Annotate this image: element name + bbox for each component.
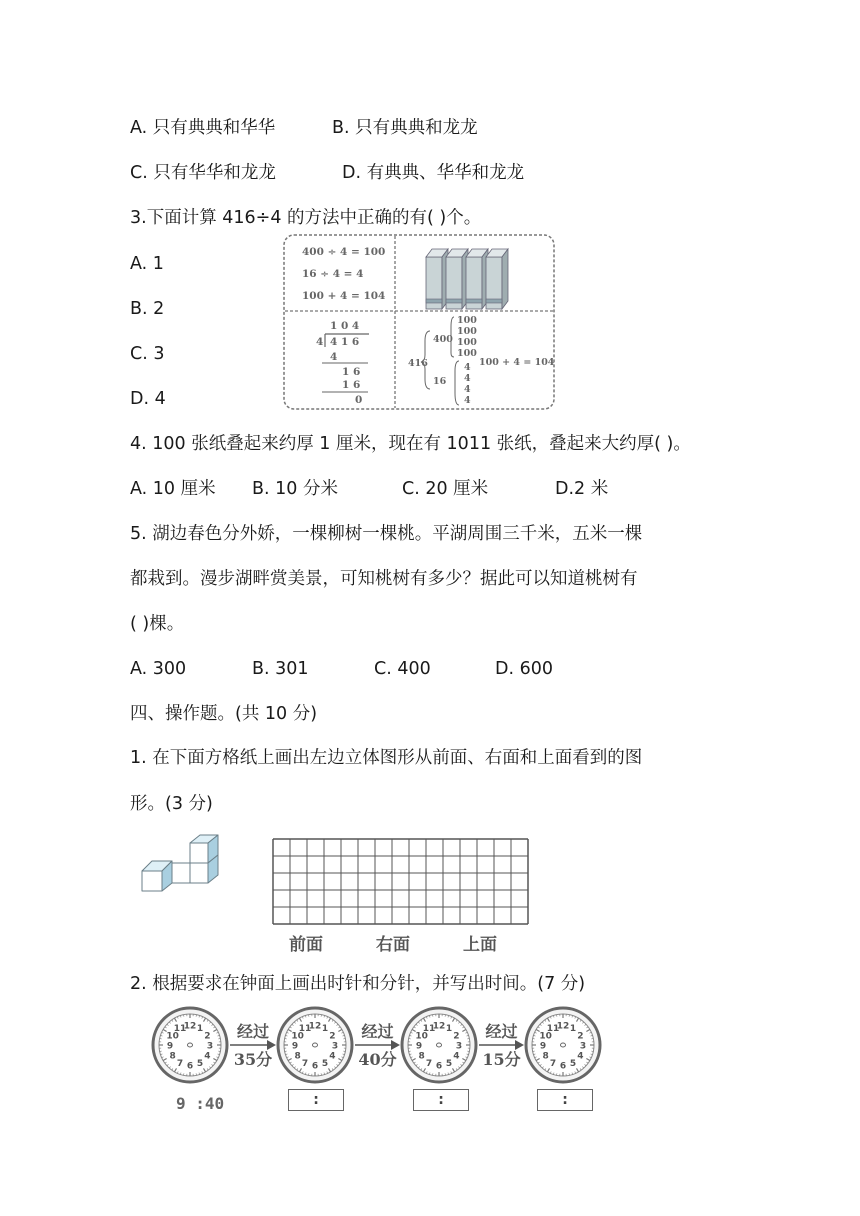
clock-number: 6 <box>435 1061 443 1072</box>
clock-number: 6 <box>311 1061 319 1072</box>
clock-number: 8 <box>542 1051 549 1062</box>
vertical-row2: 1 6 <box>342 366 361 378</box>
option-b: B. 只有典典和龙龙 <box>332 118 478 138</box>
split-result: 100 + 4 = 104 <box>479 357 555 368</box>
clock-number: 12 <box>556 1021 570 1032</box>
op-q1-line2: 形。(3 分) <box>130 794 213 814</box>
division-methods-figure <box>282 233 556 411</box>
clock-number: 1 <box>569 1024 577 1035</box>
clock-number: 8 <box>169 1051 176 1062</box>
clock-number: 2 <box>453 1031 460 1042</box>
split-four-4: 4 <box>464 395 471 406</box>
clock-number: 10 <box>539 1031 552 1042</box>
clock-number: 1 <box>321 1024 329 1035</box>
q3-option-b: B. 2 <box>130 299 165 319</box>
clock-number: 10 <box>415 1031 428 1042</box>
split-four-1: 4 <box>464 362 471 373</box>
clock-number: 9 <box>166 1041 174 1052</box>
arrow-label-bottom: 15分 <box>482 1050 521 1069</box>
clock-number: 5 <box>196 1058 204 1069</box>
label-top: 上面 <box>463 935 497 955</box>
clock-number: 11 <box>546 1024 560 1035</box>
clock-number: 10 <box>166 1031 179 1042</box>
vertical-divisor: 4 <box>316 336 324 348</box>
clock-number: 2 <box>204 1031 211 1042</box>
clock-face-icon[interactable] <box>526 1008 600 1082</box>
clock-number: 6 <box>559 1061 567 1072</box>
clock-number: 3 <box>331 1041 339 1052</box>
q5-option-c: C. 400 <box>374 659 431 679</box>
clock-number: 9 <box>291 1041 299 1052</box>
q5-option-d: D. 600 <box>495 659 554 679</box>
op-q2-stem: 2. 根据要求在钟面上画出时针和分针，并写出时间。(7 分) <box>130 974 586 994</box>
q3-stem: 3.下面计算 416÷4 的方法中正确的有( )个。 <box>130 208 482 228</box>
clock-number: 7 <box>549 1058 557 1069</box>
split-four-2: 4 <box>464 373 471 384</box>
option-d: D. 有典典、华华和龙龙 <box>342 163 525 183</box>
section-title: 四、操作题。(共 10 分) <box>130 704 318 724</box>
clock-number: 1 <box>445 1024 453 1035</box>
clock-number: 9 <box>539 1041 547 1052</box>
time-answer-box-2[interactable]: : <box>413 1089 469 1111</box>
clock-number: 5 <box>569 1058 577 1069</box>
cube-solid-icon <box>138 833 224 897</box>
split-four-3: 4 <box>464 384 471 395</box>
elapsed-arrow <box>355 1022 400 1069</box>
q5-line2: 都栽到。漫步湖畔赏美景，可知桃树有多少？据此可以知道桃树有 <box>130 569 638 589</box>
arrow-label-top: 经过 <box>361 1022 394 1041</box>
label-right: 右面 <box>376 935 410 955</box>
clock-number: 10 <box>291 1031 304 1042</box>
vertical-row1: 4 <box>330 351 338 363</box>
q5-line1: 5. 湖边春色分外娇，一棵柳树一棵桃。平湖周围三千米，五米一棵 <box>130 524 643 544</box>
split-hundred-2: 100 <box>457 326 477 337</box>
q4-option-b: B. 10 分米 <box>252 479 338 499</box>
clock-number: 11 <box>422 1024 436 1035</box>
time-answer-box-3[interactable]: : <box>537 1089 593 1111</box>
arrow-label-bottom: 35分 <box>233 1050 273 1069</box>
clock-number: 8 <box>418 1051 425 1062</box>
clock-number: 7 <box>176 1058 184 1069</box>
vertical-dividend: 4 1 6 <box>330 336 360 348</box>
clock-number: 6 <box>186 1061 194 1072</box>
clock-number: 4 <box>329 1051 336 1062</box>
clock-number: 8 <box>294 1051 301 1062</box>
clock-number: 12 <box>183 1021 197 1032</box>
method1-line1: 400 ÷ 4 = 100 <box>302 246 386 258</box>
split-hundred-1: 100 <box>457 315 477 326</box>
clock-number: 9 <box>415 1041 423 1052</box>
split-hundred-3: 100 <box>457 337 477 348</box>
q5-option-b: B. 301 <box>252 659 309 679</box>
q5-option-a: A. 300 <box>130 659 187 679</box>
clock-number: 5 <box>445 1058 453 1069</box>
base-ten-blocks-icon <box>426 249 508 309</box>
label-front: 前面 <box>289 935 323 955</box>
arrow-label-top: 经过 <box>236 1022 270 1041</box>
method1-line2: 16 ÷ 4 = 4 <box>302 268 364 280</box>
clock-row <box>150 1003 620 1087</box>
clock-face-icon[interactable] <box>402 1008 476 1082</box>
q3-option-c: C. 3 <box>130 344 165 364</box>
q4-option-a: A. 10 厘米 <box>130 479 216 499</box>
q4-option-c: C. 20 厘米 <box>402 479 489 499</box>
clock-number: 1 <box>196 1024 204 1035</box>
option-c: C. 只有华华和龙龙 <box>130 163 276 183</box>
clock-number: 7 <box>425 1058 433 1069</box>
clock-number: 2 <box>329 1031 336 1042</box>
clock-number: 3 <box>206 1041 214 1052</box>
split-total: 416 <box>408 358 428 369</box>
op-q1-line1: 1. 在下面方格纸上画出左边立体图形从前面、右面和上面看到的图 <box>130 748 643 768</box>
vertical-quotient: 1 0 4 <box>330 320 360 332</box>
vertical-remainder: 0 <box>355 394 363 406</box>
clock-number: 12 <box>308 1021 322 1032</box>
split-part2: 16 <box>433 376 447 387</box>
arrow-label-bottom: 40分 <box>358 1050 397 1069</box>
vertical-row3: 1 6 <box>342 379 361 391</box>
method1-line3: 100 + 4 = 104 <box>302 290 386 302</box>
clock-number: 11 <box>173 1024 187 1035</box>
elapsed-arrow <box>479 1022 524 1069</box>
arrow-label-top: 经过 <box>485 1022 518 1041</box>
split-part1: 400 <box>433 334 453 345</box>
split-hundred-4: 100 <box>457 348 477 359</box>
q3-option-a: A. 1 <box>130 254 164 274</box>
clock-number: 4 <box>453 1051 460 1062</box>
q3-option-d: D. 4 <box>130 389 166 409</box>
clock-number: 12 <box>432 1021 446 1032</box>
clock-number: 7 <box>301 1058 309 1069</box>
clock-number: 5 <box>321 1058 329 1069</box>
clock-face-icon[interactable] <box>153 1008 227 1082</box>
grid-paper[interactable] <box>272 838 530 926</box>
clock-number: 3 <box>579 1041 587 1052</box>
time-answer-box-1[interactable]: : <box>288 1089 344 1111</box>
clock-number: 4 <box>577 1051 584 1062</box>
clock-number: 4 <box>204 1051 211 1062</box>
q5-line3: ( )棵。 <box>130 614 185 634</box>
q4-option-d: D.2 米 <box>555 479 609 499</box>
clock-number: 2 <box>577 1031 584 1042</box>
q4-stem: 4. 100 张纸叠起来约厚 1 厘米，现在有 1011 张纸，叠起来大约厚( )。 <box>130 434 691 454</box>
clock-number: 3 <box>455 1041 463 1052</box>
option-a: A. 只有典典和华华 <box>130 118 276 138</box>
clock-face-icon[interactable] <box>278 1008 352 1082</box>
start-time: 9 :40 <box>176 1094 225 1113</box>
elapsed-arrow <box>230 1022 276 1069</box>
clock-number: 11 <box>298 1024 312 1035</box>
